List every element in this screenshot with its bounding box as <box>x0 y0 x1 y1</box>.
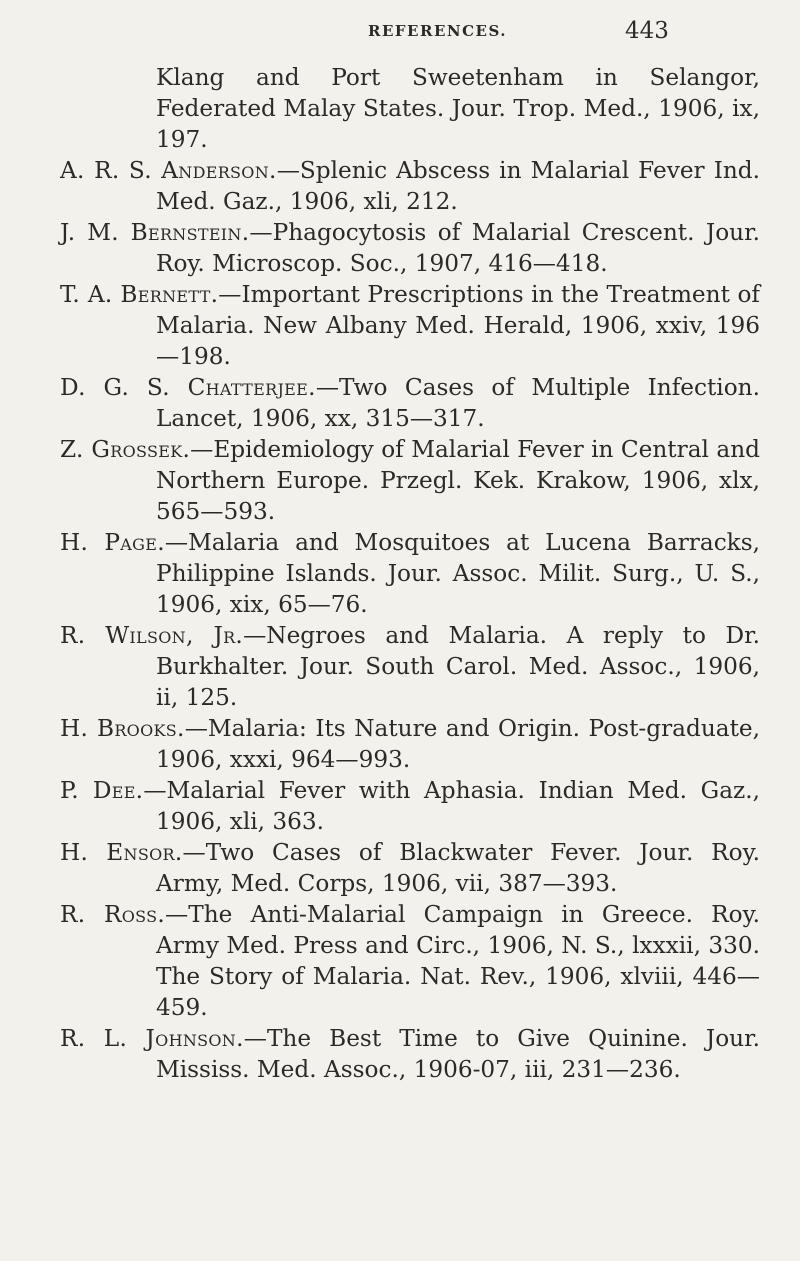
reference-entry: D. G. S. Chatterjee.—Two Cases of Multiple Infection. Lancet, 1906, xx, 315—317. <box>60 374 760 432</box>
reference-entry: T. A. Bernett.—Important Prescriptions in the Treatment of Malaria. New Albany Med. Herald, 1906, xxiv, 196—198. <box>60 281 760 370</box>
reference-author: R. Wilson, Jr. <box>60 622 244 649</box>
reference-author: R. Ross. <box>60 901 166 928</box>
reference-author: H. Page. <box>60 529 165 556</box>
reference-author: P. Dee. <box>60 777 144 804</box>
reference-author: R. L. Johnson. <box>60 1025 244 1052</box>
reference-author: H. Ensor. <box>60 839 183 866</box>
reference-list <box>60 62 760 1085</box>
reference-entry: Klang and Port Sweetenham in Selangor, Federated Malay States. Jour. Trop. Med., 1906, ix, 197. <box>156 64 760 153</box>
page-header <box>0 18 800 48</box>
reference-entry: P. Dee.—Malarial Fever with Aphasia. Indian Med. Gaz., 1906, xli, 363. <box>60 777 760 835</box>
reference-entry: A. R. S. Anderson.—Splenic Abscess in Malarial Fever Ind. Med. Gaz., 1906, xli, 212. <box>60 157 760 215</box>
reference-entry: R. L. Johnson.—The Best Time to Give Quinine. Jour. Mississ. Med. Assoc., 1906-07, iii, 231—236. <box>60 1025 760 1083</box>
reference-author: H. Brooks. <box>60 715 185 742</box>
page-number: 443 <box>625 18 669 44</box>
reference-author: J. M. Bernstein. <box>60 219 250 246</box>
reference-entry: J. M. Bernstein.—Phagocytosis of Malarial Crescent. Jour. Roy. Microscop. Soc., 1907, 416—418. <box>60 219 760 277</box>
running-head: REFERENCES. <box>368 22 507 40</box>
reference-entry: H. Ensor.—Two Cases of Blackwater Fever. Jour. Roy. Army, Med. Corps, 1906, vii, 387—393. <box>60 839 760 897</box>
reference-entry: Z. Grossek.—Epidemiology of Malarial Fever in Central and Northern Europe. Przegl. Kek. Krakow, 1906, xlx, 565—593. <box>60 436 760 525</box>
reference-author: Z. Grossek. <box>60 436 191 463</box>
reference-entry: H. Brooks.—Malaria: Its Nature and Origin. Post-graduate, 1906, xxxi, 964—993. <box>60 715 760 773</box>
reference-entry: R. Ross.—The Anti-Malarial Campaign in Greece. Roy. Army Med. Press and Circ., 1906, N. S., lxxxii, 330. The Story of Malaria. Nat. Rev., 1906, xlviii, 446—459. <box>60 901 760 1021</box>
reference-author: A. R. S. Anderson. <box>60 157 277 184</box>
reference-author: D. G. S. Chatterjee. <box>60 374 316 401</box>
reference-entry: R. Wilson, Jr.—Negroes and Malaria. A reply to Dr. Burkhalter. Jour. South Carol. Med. Assoc., 1906, ii, 125. <box>60 622 760 711</box>
reference-entry: H. Page.—Malaria and Mosquitoes at Lucena Barracks, Philippine Islands. Jour. Assoc. Milit. Surg., U. S., 1906, xix, 65—76. <box>60 529 760 618</box>
reference-author: T. A. Bernett. <box>60 281 219 308</box>
